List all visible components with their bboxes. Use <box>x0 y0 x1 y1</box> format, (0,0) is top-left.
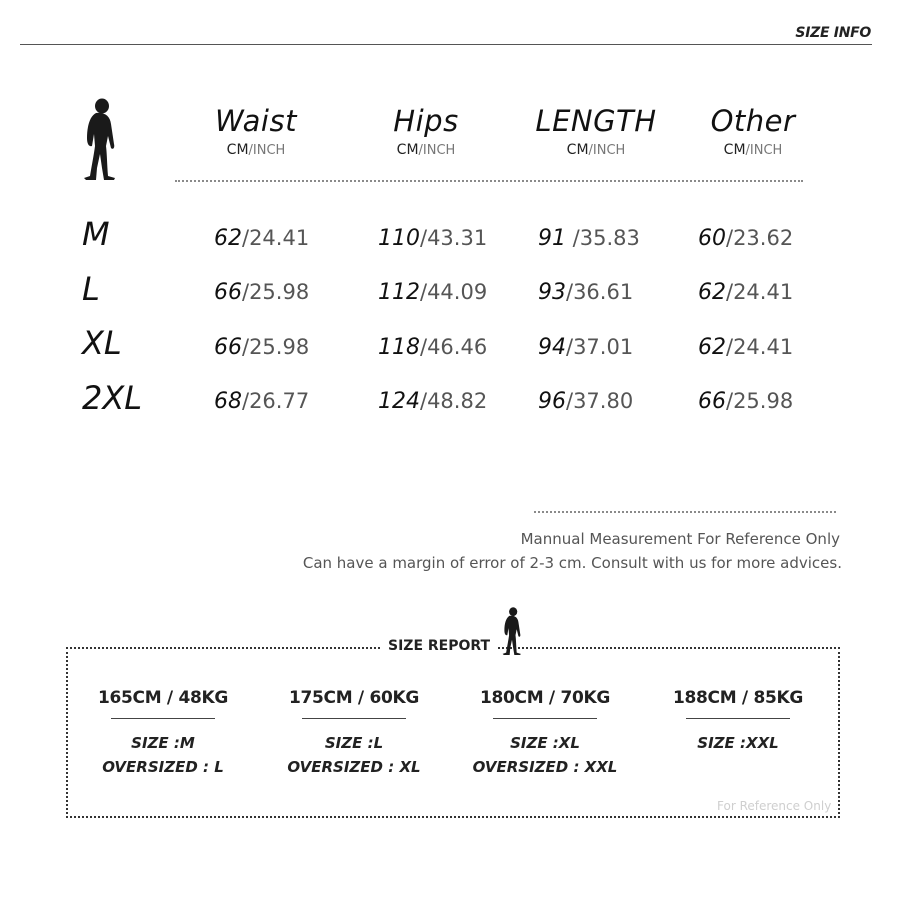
table-cell: 60/23.62 <box>698 226 794 251</box>
standing-person-silhouette-icon <box>80 98 120 180</box>
report-item <box>68 688 258 779</box>
header-rule <box>20 44 872 45</box>
table-cell: 66/25.98 <box>698 389 794 414</box>
column-header-length <box>521 104 671 158</box>
table-cell: 112/44.09 <box>378 280 488 305</box>
reference-footnote: For Reference Only <box>717 799 832 813</box>
table-cell: 118/46.46 <box>378 335 488 360</box>
table-cell: 62/24.41 <box>698 335 794 360</box>
table-cell: 94/37.01 <box>538 335 634 360</box>
column-unit: CM/INCH <box>396 142 456 158</box>
column-header-waist <box>181 104 331 158</box>
size-label-xl: XL <box>82 324 122 362</box>
column-unit: CM/INCH <box>566 142 626 158</box>
report-size: SIZE :L <box>324 734 384 752</box>
table-cell: 124/48.82 <box>378 389 488 414</box>
report-underline <box>493 718 597 719</box>
report-item <box>259 688 449 779</box>
report-oversized: OVERSIZED : XL <box>287 758 421 776</box>
column-title: LENGTH <box>535 104 657 138</box>
table-cell: 62/24.41 <box>214 226 310 251</box>
measurement-note: Mannual Measurement For Reference Only <box>520 530 840 548</box>
report-underline <box>302 718 406 719</box>
report-size: SIZE :XXL <box>697 734 779 752</box>
report-body-measure: 180CM / 70KG <box>479 688 611 708</box>
report-body-measure: 188CM / 85KG <box>672 688 804 708</box>
size-report-title: SIZE REPORT <box>380 638 498 654</box>
header-dotted-divider <box>175 180 803 182</box>
margin-note: Can have a margin of error of 2-3 cm. Consult with us for more advices. <box>302 554 842 572</box>
table-cell: 66/25.98 <box>214 280 310 305</box>
report-size: SIZE :M <box>131 734 195 752</box>
column-header-hips <box>351 104 501 158</box>
table-cell: 93/36.61 <box>538 280 634 305</box>
standing-person-silhouette-icon <box>500 607 524 655</box>
size-label-m: M <box>82 215 110 253</box>
report-item <box>450 688 640 779</box>
column-title: Other <box>710 104 796 138</box>
table-cell: 62/24.41 <box>698 280 794 305</box>
size-label-2xl: 2XL <box>82 379 143 417</box>
report-item <box>643 688 833 755</box>
column-header-other <box>678 104 828 158</box>
table-cell: 91 /35.83 <box>538 226 640 251</box>
column-title: Hips <box>393 104 459 138</box>
table-cell: 68/26.77 <box>214 389 310 414</box>
note-dotted-divider <box>534 511 836 513</box>
column-title: Waist <box>215 104 297 138</box>
report-body-measure: 165CM / 48KG <box>97 688 229 708</box>
table-cell: 66/25.98 <box>214 335 310 360</box>
report-size: SIZE :XL <box>510 734 580 752</box>
column-unit: CM/INCH <box>723 142 783 158</box>
report-oversized: OVERSIZED : L <box>102 758 224 776</box>
table-cell: 110/43.31 <box>378 226 488 251</box>
report-oversized: OVERSIZED : XXL <box>472 758 618 776</box>
page-title: SIZE INFO <box>795 25 871 41</box>
table-cell: 96/37.80 <box>538 389 634 414</box>
report-underline <box>111 718 215 719</box>
report-body-measure: 175CM / 60KG <box>288 688 420 708</box>
column-unit: CM/INCH <box>226 142 286 158</box>
report-underline <box>686 718 790 719</box>
size-label-l: L <box>82 270 100 308</box>
